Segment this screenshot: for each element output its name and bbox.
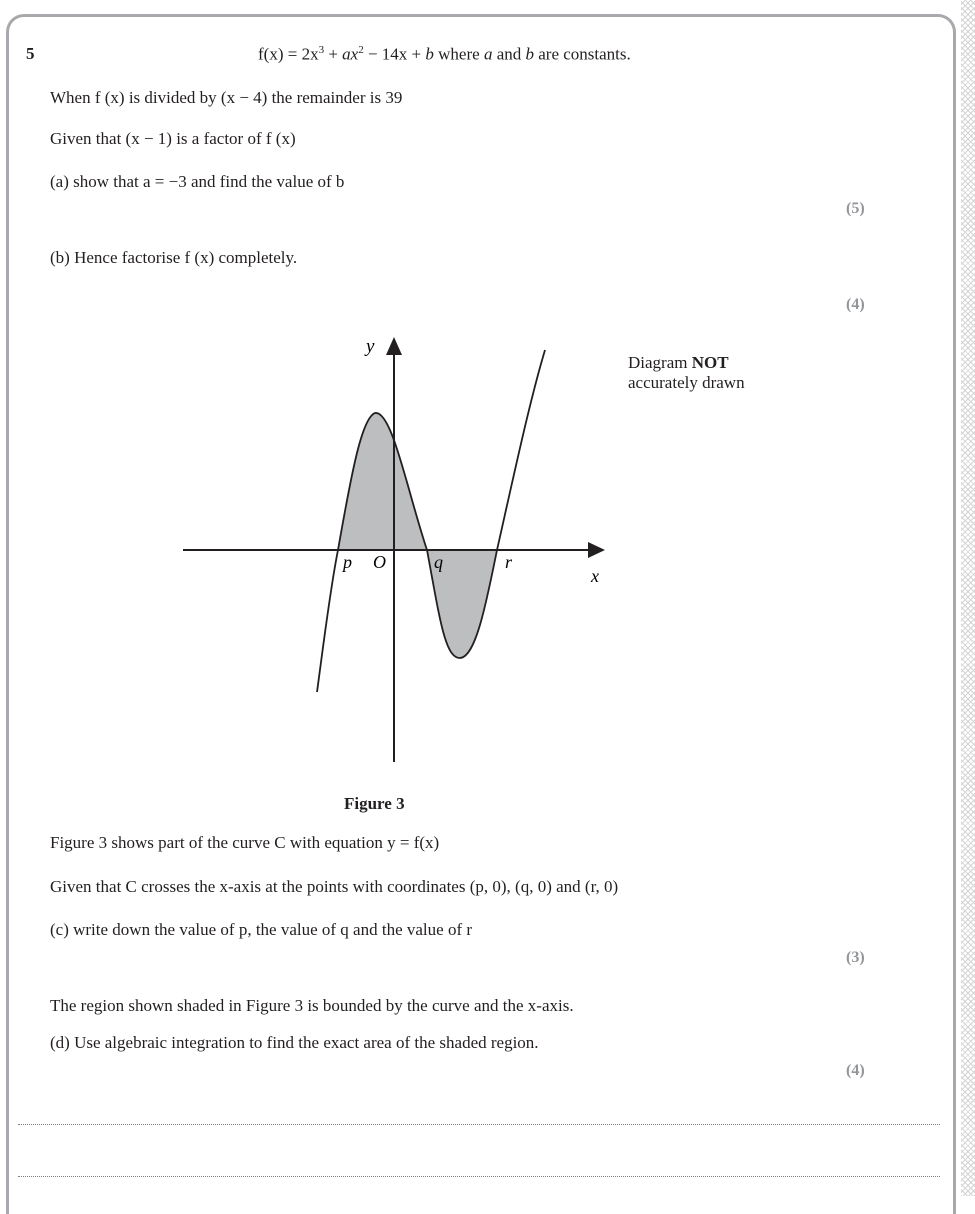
part-b: (b) Hence factorise f (x) completely. [50,248,298,267]
x-axis-arrow [588,542,605,558]
figure-note: Diagram NOT accurately drawn [628,353,745,392]
marks-c: (3) [846,949,865,966]
label-r: r [505,552,513,572]
factor-statement: Given that (x − 1) is a factor of f (x) [50,129,296,148]
answer-line[interactable] [18,1124,940,1125]
shaded-region [338,413,497,658]
region-statement: The region shown shaded in Figure 3 is bounded by the curve and the x-axis. [50,996,574,1015]
function-definition: $f(x) = 2x^3 + ax^2 - 14x + b$ where a and b are constants. [258,44,631,64]
label-x: x [591,566,599,586]
label-q: q [434,552,443,572]
figure-caption: Figure 3 [344,794,405,813]
marks-b: (4) [846,296,865,313]
label-O: O [373,552,386,572]
part-a: (a) show that a = −3 and find the value of b [50,172,345,191]
remainder-statement: When f (x) is divided by (x − 4) the remainder is 39 [50,88,403,107]
label-y: y [366,336,375,357]
marks-d: (4) [846,1062,865,1079]
y-axis-arrow [386,337,402,355]
question-number: 5 [26,44,35,63]
part-d: (d) Use algebraic integration to find the exact area of the shaded region. [50,1033,539,1052]
marks-a: (5) [846,200,865,217]
figure-description: Figure 3 shows part of the curve C with equation y = f(x) [50,833,440,852]
part-c: (c) write down the value of p, the value of q and the value of r [50,920,473,939]
answer-line[interactable] [18,1176,940,1177]
crossing-points-statement: Given that C crosses the x-axis at the points with coordinates (p, 0), (q, 0) and (r, 0) [50,877,619,896]
label-p: p [343,552,352,572]
